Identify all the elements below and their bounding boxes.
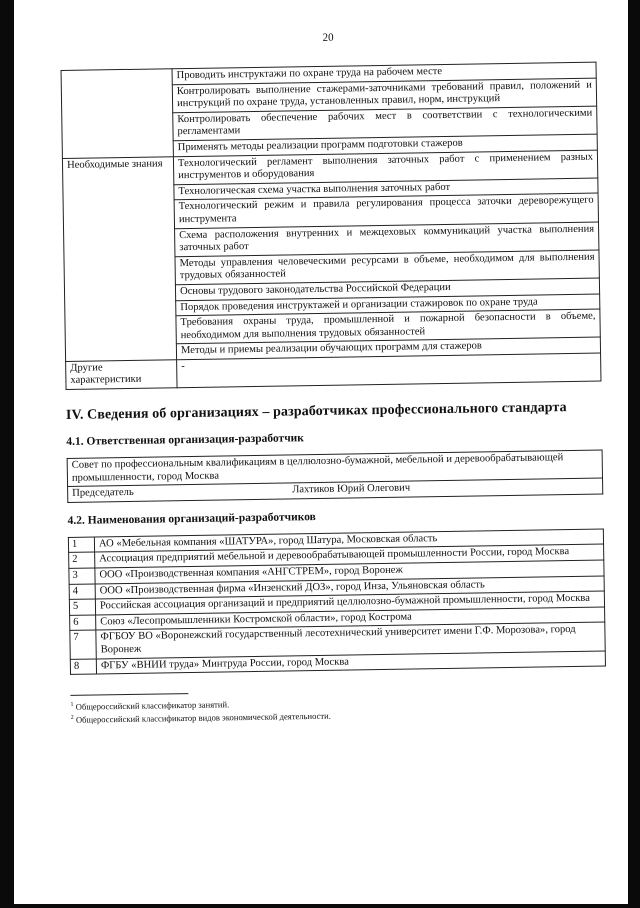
- labor-function-table: [61, 62, 602, 390]
- page-content: [60, 28, 607, 726]
- knowledge-item: Методы управления человеческими ресурсами в объеме, необходимом для выполнения трудовых обязанностей: [175, 250, 599, 285]
- other-characteristics-value: -: [177, 353, 601, 388]
- org-name: ООО «Производственная фирма «Инзенский ДОЗ», город Инза, Ульяновская область: [95, 576, 604, 600]
- subsection-4-1-title: 4.1. Ответственная организация-разработчик: [66, 432, 304, 449]
- subsection-4-2-title: 4.2. Наименования организаций-разработчиков: [67, 510, 316, 527]
- org-name: АО «Мебельная компания «ШАТУРА», город Шатура, Московская область: [94, 529, 603, 553]
- footnote-mark: 2: [70, 714, 74, 721]
- org-number: 8: [70, 659, 96, 675]
- skill-item: Контролировать обеспечение рабочих мест в соответствии с технологическими регламентами: [173, 106, 597, 141]
- org-number: 6: [70, 615, 96, 631]
- org-number: 5: [69, 599, 95, 615]
- org-number: 1: [68, 537, 94, 553]
- org-name: ФГБОУ ВО «Воронежский государственный лесотехнический университет имени Г.Ф. Морозова», город Воронеж: [96, 622, 605, 658]
- org-name: Российская ассоциация организаций и предприятий целлюлозно-бумажной промышленности, город Москва: [95, 591, 604, 615]
- knowledge-item: Требования охраны труда, промышленной и пожарной безопасности в объеме, необходимом для выполнения трудовых обязанностей: [176, 309, 600, 344]
- knowledge-item: Порядок проведения инструктажей и организации стажировок по охране труда: [176, 294, 600, 316]
- developer-orgs-table: [68, 528, 606, 675]
- knowledge-item: Схема расположения внутренних и межцеховых коммуникаций участка выполнения заточных работ: [175, 222, 599, 257]
- footnote-mark: 1: [70, 702, 74, 709]
- org-name: ООО «Производственная компания «АНГСТРЕМ», город Воронеж: [95, 560, 604, 584]
- footnote-text: Общероссийский классификатор занятий.: [75, 699, 230, 712]
- org-number: 7: [70, 630, 96, 659]
- knowledge-item: Технологический режим и правила регулирования процесса заточки дереворежущего инструмента: [174, 193, 598, 228]
- footnotes: [70, 687, 606, 726]
- page-number: 20: [322, 31, 334, 44]
- scan-edge-bottom: [0, 904, 640, 908]
- knowledge-item: Методы и приемы реализации обучающих программ для стажеров: [176, 337, 600, 359]
- skill-item: Проводить инструктажи по охране труда на рабочем месте: [172, 62, 596, 84]
- knowledge-label: Необходимые знания: [62, 156, 176, 361]
- org-name: ФГБУ «ВНИИ труда» Минтруда России, город Москва: [96, 651, 605, 675]
- footnote-text: Общероссийский классификатор видов экономической деятельности.: [75, 710, 331, 725]
- org-number: 2: [69, 552, 95, 568]
- responsible-org-table: [67, 450, 604, 503]
- org-name: Союз «Лесопромышленники Костромской области», город Кострома: [96, 607, 605, 631]
- skill-item: Применять методы реализации программ подготовки стажеров: [173, 134, 597, 156]
- org-name: Ассоциация предприятий мебельной и деревообрабатывающей промышленности России, город Москва: [95, 544, 604, 568]
- skills-label-cell: [61, 69, 173, 158]
- org-number: 4: [69, 584, 95, 600]
- knowledge-item: Основы трудового законодательства Российской Федерации: [175, 278, 599, 300]
- responsible-org-name: Совет по профессиональным квалификациям в целлюлозно-бумажной, мебельной и деревообрабатывающей промышленности, город Москва: [67, 450, 602, 487]
- other-characteristics-label: Другие характеристики: [66, 360, 177, 390]
- scan-edge-left: [0, 0, 14, 908]
- footnote-divider: [70, 693, 188, 696]
- section-4-title: IV. Сведения об организациях – разработчиках профессионального стандарта: [65, 400, 567, 424]
- knowledge-item: Технологический регламент выполнения заточных работ с применением разных инструментов и оборудования: [173, 150, 597, 185]
- chair-label: Председатель: [72, 487, 134, 500]
- scan-edge-right: [628, 0, 640, 908]
- org-number: 3: [69, 568, 95, 584]
- knowledge-item: Технологическая схема участка выполнения заточных работ: [174, 178, 598, 200]
- chair-name: Лахтиков Юрий Олегович: [292, 482, 411, 496]
- skill-item: Контролировать выполнение стажерами-заточниками требований правил, положений и инструкций по охране труда, установленных правил, норм, инструкций: [172, 78, 596, 113]
